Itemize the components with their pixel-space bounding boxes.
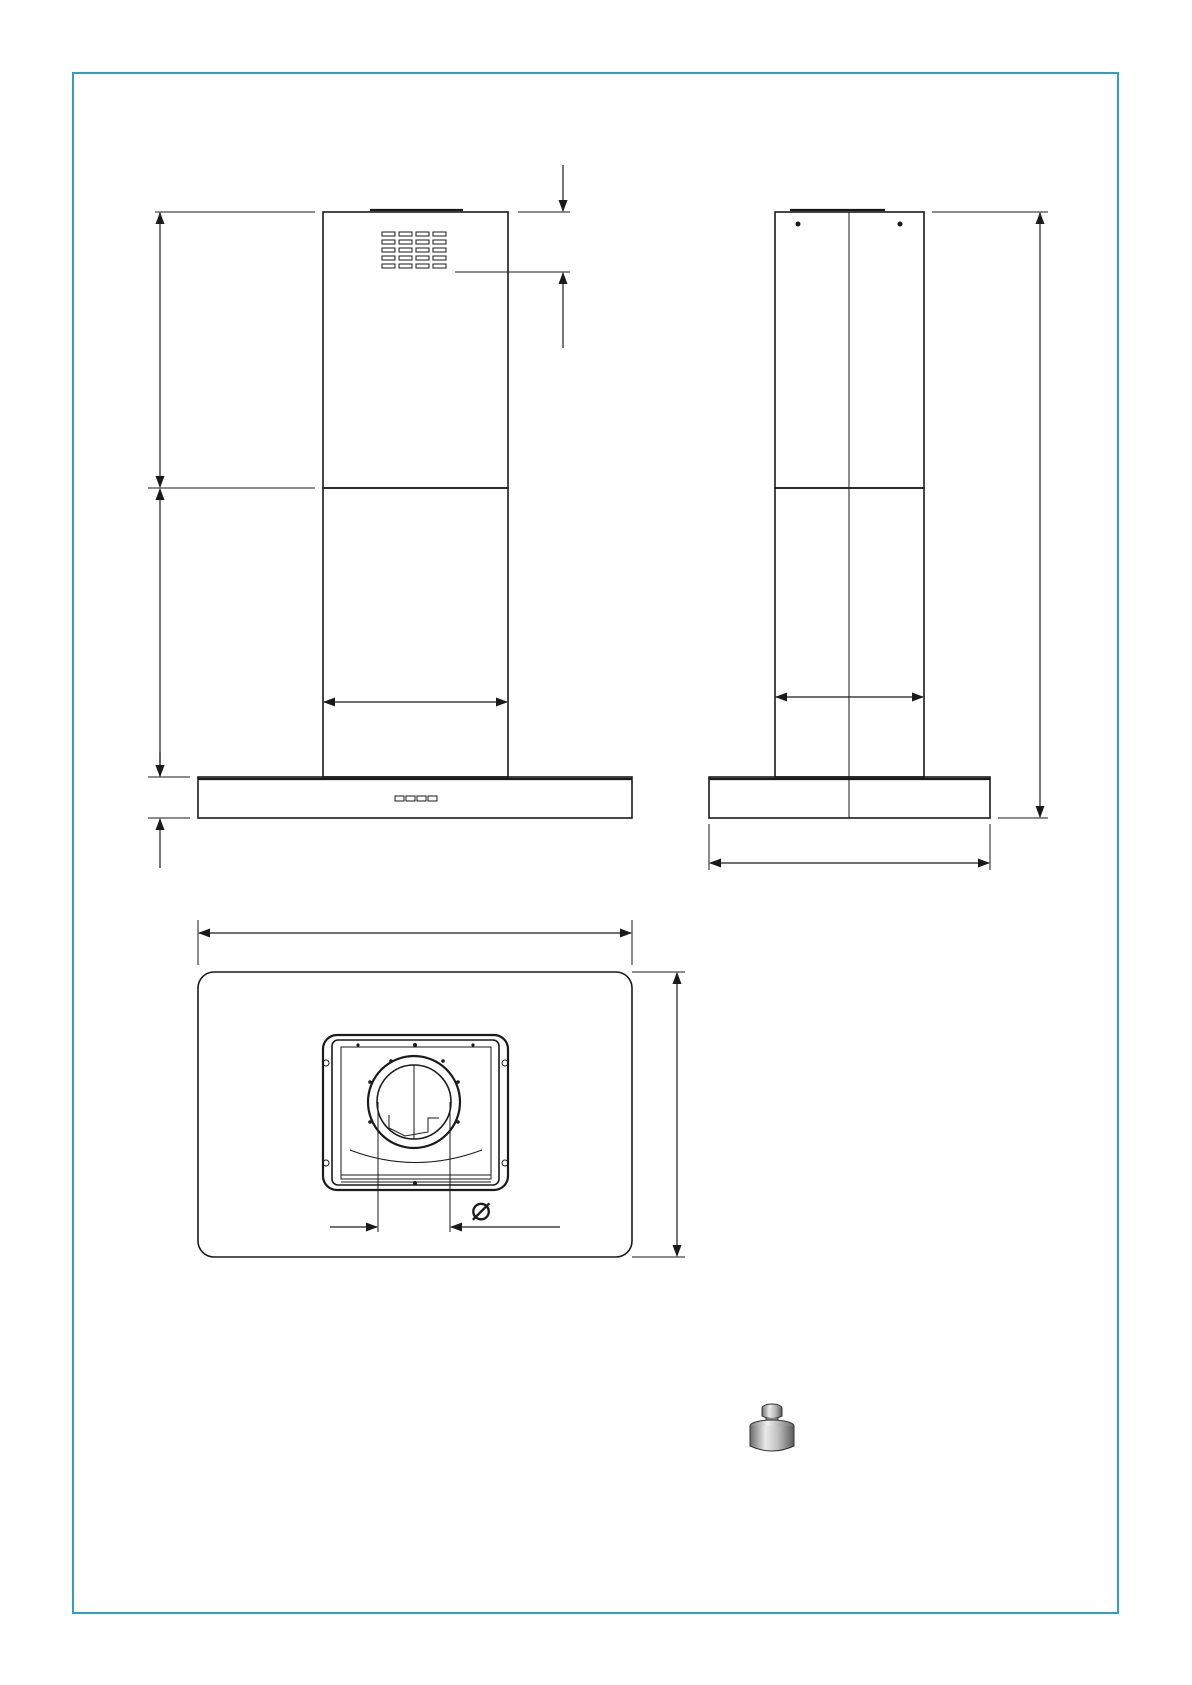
side-view [709, 210, 1048, 870]
hood-plan-outline [198, 972, 632, 1257]
outlet-collar [368, 1056, 460, 1148]
front-view [148, 165, 632, 868]
vent-grille [382, 232, 446, 268]
front-upper-chimney [323, 212, 508, 488]
front-lower-chimney [323, 488, 508, 777]
diameter-symbol: ⌀ [470, 1189, 492, 1229]
motor-housing [323, 1035, 508, 1190]
control-panel-buttons [395, 796, 437, 801]
weight-icon [750, 1404, 794, 1451]
page-frame [73, 73, 1118, 1613]
bottom-view [198, 920, 685, 1257]
